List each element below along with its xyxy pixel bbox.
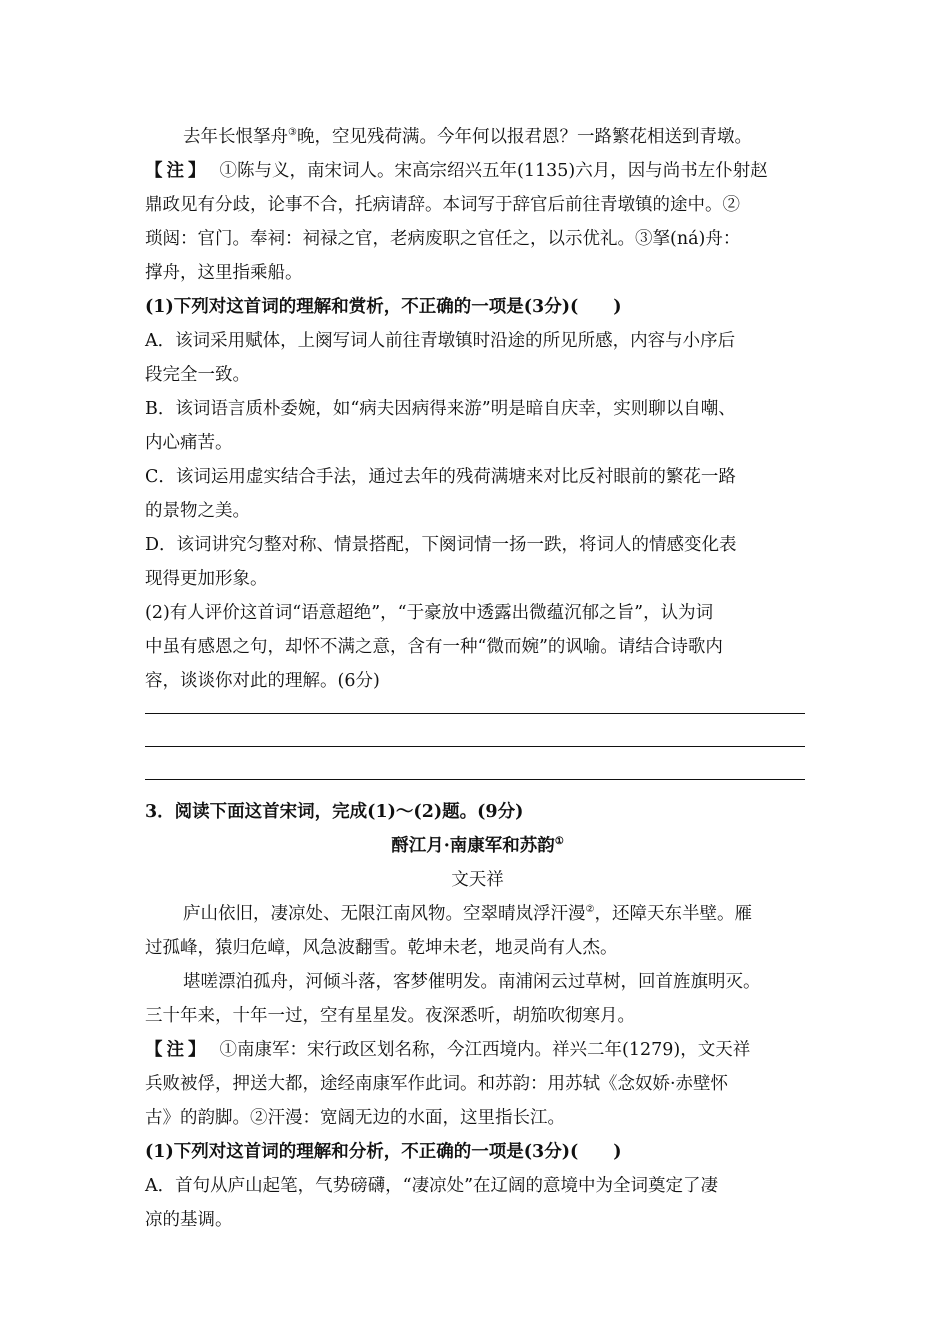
poem2-title xyxy=(145,829,810,863)
notes1-line3: 琐闼：官门。奉祠：祠禄之官，老病废职之官任之，以示优礼。③拏(ná)舟： xyxy=(145,229,741,249)
q3-option-a-line1: A．首句从庐山起笔，气势磅礴，“凄凉处”在辽阔的意境中为全词奠定了凄 xyxy=(145,1176,719,1196)
footnote-marker: ① xyxy=(554,836,564,848)
notes1-line1 xyxy=(145,154,810,188)
notes2-line1 xyxy=(145,1033,810,1067)
q3-option-a-line2: 凉的基调。 xyxy=(145,1210,233,1230)
poem2-p1-line2: 过孤峰，猿归危嶂，风急波翻雪。乾坤未老，地灵尚有人杰。 xyxy=(145,938,618,958)
question2-line2: 中虽有感恩之句，却怀不满之意，含有一种“微而婉”的讽喻。请结合诗歌内 xyxy=(145,637,723,657)
answer-line-1[interactable] xyxy=(145,713,805,714)
poem1-text-b: 晚，空见残荷满。今年何以报君恩？一路繁花相送到青墩。 xyxy=(296,127,752,147)
option-c-line2: 的景物之美。 xyxy=(145,501,250,521)
notes1-line4: 撑舟，这里指乘船。 xyxy=(145,263,303,283)
poem2-p2-line1: 堪嗟漂泊孤舟，河倾斗落，客梦催明发。南浦闲云过草树，回首旌旗明灭。 xyxy=(183,972,761,992)
answer-line-2[interactable] xyxy=(145,746,805,747)
poem2-p1-line1 xyxy=(183,897,810,931)
question2-line3: 容，谈谈你对此的理解。(6分) xyxy=(145,671,380,691)
option-d-line2: 现得更加形象。 xyxy=(145,569,268,589)
notes2-line3: 古》的韵脚。②汗漫：宽阔无边的水面，这里指长江。 xyxy=(145,1108,565,1128)
question2-line1: (2)有人评价这首词“语意超绝”，“于豪放中透露出微蕴沉郁之旨”，认为词 xyxy=(145,603,714,623)
answer-line-3[interactable] xyxy=(145,779,805,780)
option-d-line1: D．该词讲究匀整对称、情景搭配，下阕词情一扬一跌，将词人的情感变化表 xyxy=(145,535,737,555)
poem2-author: 文天祥 xyxy=(451,870,504,890)
option-b-line2: 内心痛苦。 xyxy=(145,433,233,453)
note-text: ①陈与义，南宋词人。宋高宗绍兴五年(1135)六月，因与尚书左仆射赵 xyxy=(219,161,768,181)
notes2-line2: 兵败被俘，押送大都，途经南康军作此词。和苏韵：用苏轼《念奴娇·赤壁怀 xyxy=(145,1074,729,1094)
option-a-line1: A．该词采用赋体，上阕写词人前往青墩镇时沿途的所见所感，内容与小序后 xyxy=(145,331,736,351)
note-text: ①南康军：宋行政区划名称，今江西境内。祥兴二年(1279)，文天祥 xyxy=(219,1040,751,1060)
poem2-p2-line2: 三十年来，十年一过，空有星星发。夜深悉听，胡笳吹彻寒月。 xyxy=(145,1006,635,1026)
note-label: 【注】 xyxy=(145,1040,210,1060)
poem2-text-b: ，还障天东半壁。雁 xyxy=(594,904,752,924)
footnote-marker: ② xyxy=(585,904,595,916)
poem1-last-line xyxy=(183,120,810,154)
poem2-text-a: 庐山依旧，凄凉处、无限江南风物。空翠晴岚浮汗漫 xyxy=(183,904,586,924)
footnote-marker: ③ xyxy=(288,127,297,139)
option-c-line1: C．该词运用虚实结合手法，通过去年的残荷满塘来对比反衬眼前的繁花一路 xyxy=(145,467,736,487)
question1-stem: (1)下列对这首词的理解和赏析，不正确的一项是(3分)( ) xyxy=(145,297,622,317)
question3-stem: 3．阅读下面这首宋词，完成(1)～(2)题。(9分) xyxy=(145,802,524,822)
poem1-text-a: 去年长恨拏舟 xyxy=(183,127,288,147)
question3-1-stem: (1)下列对这首词的理解和分析，不正确的一项是(3分)( ) xyxy=(145,1142,622,1162)
note-label: 【注】 xyxy=(145,161,210,181)
notes1-line2: 鼎政见有分歧，论事不合，托病请辞。本词写于辞官后前往青墩镇的途中。② xyxy=(145,195,740,215)
poem2-title-text: 酹江月·南康军和苏韵 xyxy=(391,836,555,856)
option-b-line1: B．该词语言质朴委婉，如“病夫因病得来游”明是暗自庆幸，实则聊以自嘲、 xyxy=(145,399,736,419)
option-a-line2: 段完全一致。 xyxy=(145,365,250,385)
